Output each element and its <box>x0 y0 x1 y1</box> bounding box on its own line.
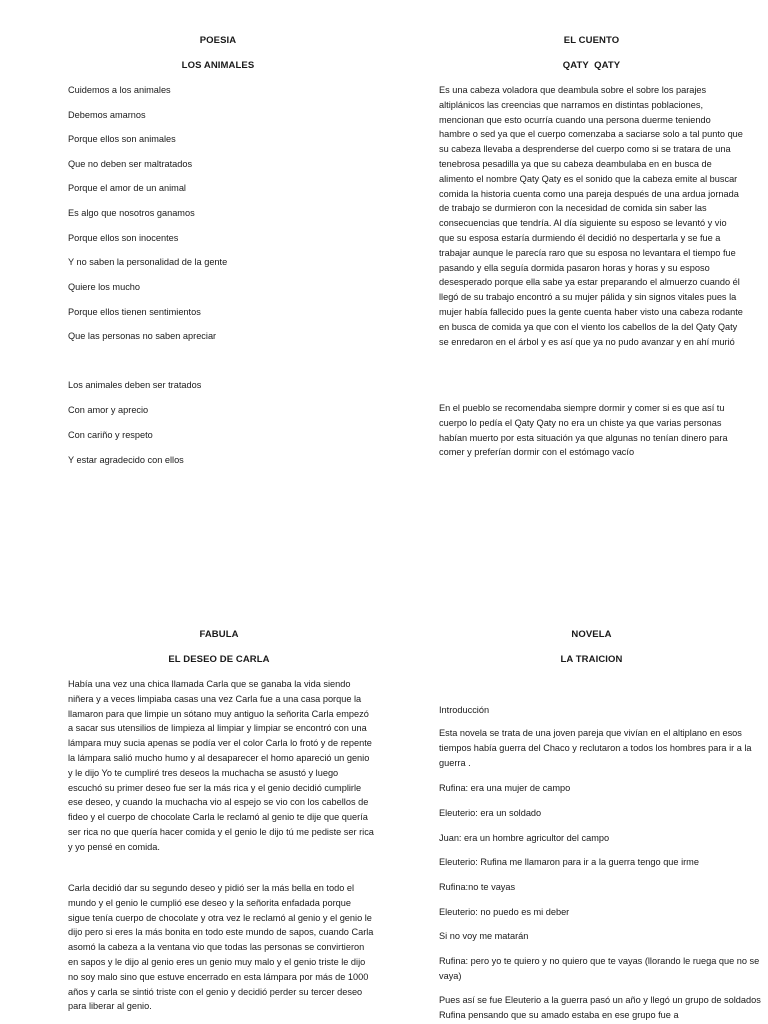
novela-line: Esta novela se trata de una joven pareja que vivían en el altiplano en esos tiempos había guerra del Chaco y reclutaron a todos los hombres para ir a la guerra . <box>439 728 752 768</box>
cuento-paragraph-1: Es una cabeza voladora que deambula sobre el sobre los parajes altiplánicos las creencias que narramos en distintas poblaciones, mencionan que esto ocurría cuando una persona duerme teniendo hambre o sed ya que el cuerpo comenzaba a saciarse solo a tal punto que su cabeza llevaba a desprenderse del cuerpo como si se tratara de una tenebrosa pesadilla ya que su cabeza deambulaba en en busca de alimento el nombre Qaty Qaty es el sonido que la cabeza emite al buscar comida la historia cuenta como una pareja después de una ardua jornada de trabajo se durmieron con la necesidad de comida sin saber las consecuencias que tendría. Al día siguiente su esposo se levantó y vio que su esposa estaría durmiendo él decidió no despertarla y se fue a trabajar aunque le parecía raro que su esposa no levantara el tiempo fue pasando y ella seguía dormida pasaron horas y horas y su esposo desesperado porque ella sabe ya estar preparando el almuerzo cuando él llegó de su trabajo encontró a su mujer pálida y sin signos vitales pues la mujer había fallecido pues la gente cuenta haber visto una cabeza rodante en busca de comida ya que con el viento los cabellos de la del Qaty Qaty se enredaron en el árbol y es así que ya no pudo avanzar y en ahí murió <box>439 85 743 347</box>
poem-line: Porque ellos son inocentes <box>68 233 179 243</box>
poem-line: Con cariño y respeto <box>68 430 153 440</box>
poem-line: Y estar agradecido con ellos <box>68 455 184 465</box>
poesia-genre-heading: POESIA <box>199 35 237 46</box>
novela-line: Eleuterio: no puedo es mi deber <box>439 907 570 917</box>
poem-line: Y no saben la personalidad de la gente <box>68 257 228 267</box>
poem-line: Porque ellos tienen sentimientos <box>68 307 201 317</box>
poem-line: Que las personas no saben apreciar <box>68 331 217 341</box>
poem-line: Debemos amarnos <box>68 110 146 120</box>
cuento-paragraph-2: En el pueblo se recomendaba siempre dormir y comer si es que así tu cuerpo lo pedía el Qaty Qaty no era un chiste ya que varias personas habían muerto por esta situación ya que algunas no tenían dinero para comer y preferían dormir con el estómago vacío <box>439 403 728 458</box>
novela-line: Rufina:no te vayas <box>439 882 516 892</box>
fabula-title: EL DESEO DE CARLA <box>168 654 270 665</box>
novela-line: Si no voy me matarán <box>439 931 529 941</box>
poesia-title: LOS ANIMALES <box>181 60 255 71</box>
novela-line: Rufina: era una mujer de campo <box>439 783 571 793</box>
poem-line: Con amor y aprecio <box>68 405 149 415</box>
novela-line: Rufina: pero yo te quiero y no quiero que te vayas (llorando le ruega que no se vaya) <box>439 956 760 981</box>
poem-line: Quiere los mucho <box>68 282 141 292</box>
fabula-paragraph-1: Había una vez una chica llamada Carla que se ganaba la vida siendo niñera y a veces limpiaba casas una vez Carla fue a una casa porque la llamaron para que limpie un sótano muy antiguo la señorita Carla empezó a sacar sus utensilios de limpieza al limpiar y limpiar se encontró con una lámpara muy sucia apenas se podía ver el color Carla lo frotó y de repente la lámpara salió mucho humo y al desaparecer el homo apareció un genio y le dijo Yo te cumpliré tres deseos la muchacha se asustó y luego escuchó su primer deseo fue ser la más rica y el genio decidió cumplirle ese deseo, y cuando la muchacha vio al espejo se vio con los cabellos de fideo y el cuerpo de chocolate Carla le reclamó al genio te dije que quería ser rica no que quería hacer comida y el genio le dijo tú me pediste ser rica y yo pensé en comida. <box>68 679 374 852</box>
novela-title: LA TRAICION <box>560 654 623 665</box>
fabula-genre-heading: FABULA <box>199 629 239 640</box>
poem-line: Que no deben ser maltratados <box>68 159 193 169</box>
cuento-genre-heading: EL CUENTO <box>563 35 620 46</box>
novela-genre-heading: NOVELA <box>571 629 612 640</box>
novela-line: Juan: era un hombre agricultor del campo <box>439 833 610 843</box>
novela-line: Pues así se fue Eleuterio a la guerra pasó un año y llegó un grupo de soldados Rufina pensando que su amado estaba en ese grupo fue a <box>439 995 761 1020</box>
novela-line: Eleuterio: era un soldado <box>439 808 542 818</box>
cuento-title: QATY QATY <box>562 60 621 71</box>
poem-line: Cuidemos a los animales <box>68 85 171 95</box>
poem-line: Porque ellos son animales <box>68 134 176 144</box>
fabula-paragraph-2: Carla decidió dar su segundo deseo y pidió ser la más bella en todo el mundo y el genio le cumplió ese deseo y la señorita enfadada porque sigue tenía cuerpo de chocolate y otra vez le reclamó al genio y el genio le dijo pero si eres la más bonita en todo este mundo de sapos, cuando Carla asomó la cabeza a la ventana vio que todas las personas se convirtieron en sapos y le dijo al genio eres un genio muy malo y el genio triste le dijo no soy malo sino que estuve encerrado en esta lámpara por más de 1000 años y carla se sintió triste con el genio y decidió perder su tercer deseo para liberar al genio. <box>68 883 374 1012</box>
novela-line: Introducción <box>439 705 490 715</box>
poem-line: Es algo que nosotros ganamos <box>68 208 195 218</box>
poem-line: Los animales deben ser tratados <box>68 380 202 390</box>
novela-line: Eleuterio: Rufina me llamaron para ir a la guerra tengo que irme <box>439 857 699 867</box>
poem-line: Porque el amor de un animal <box>68 183 186 193</box>
